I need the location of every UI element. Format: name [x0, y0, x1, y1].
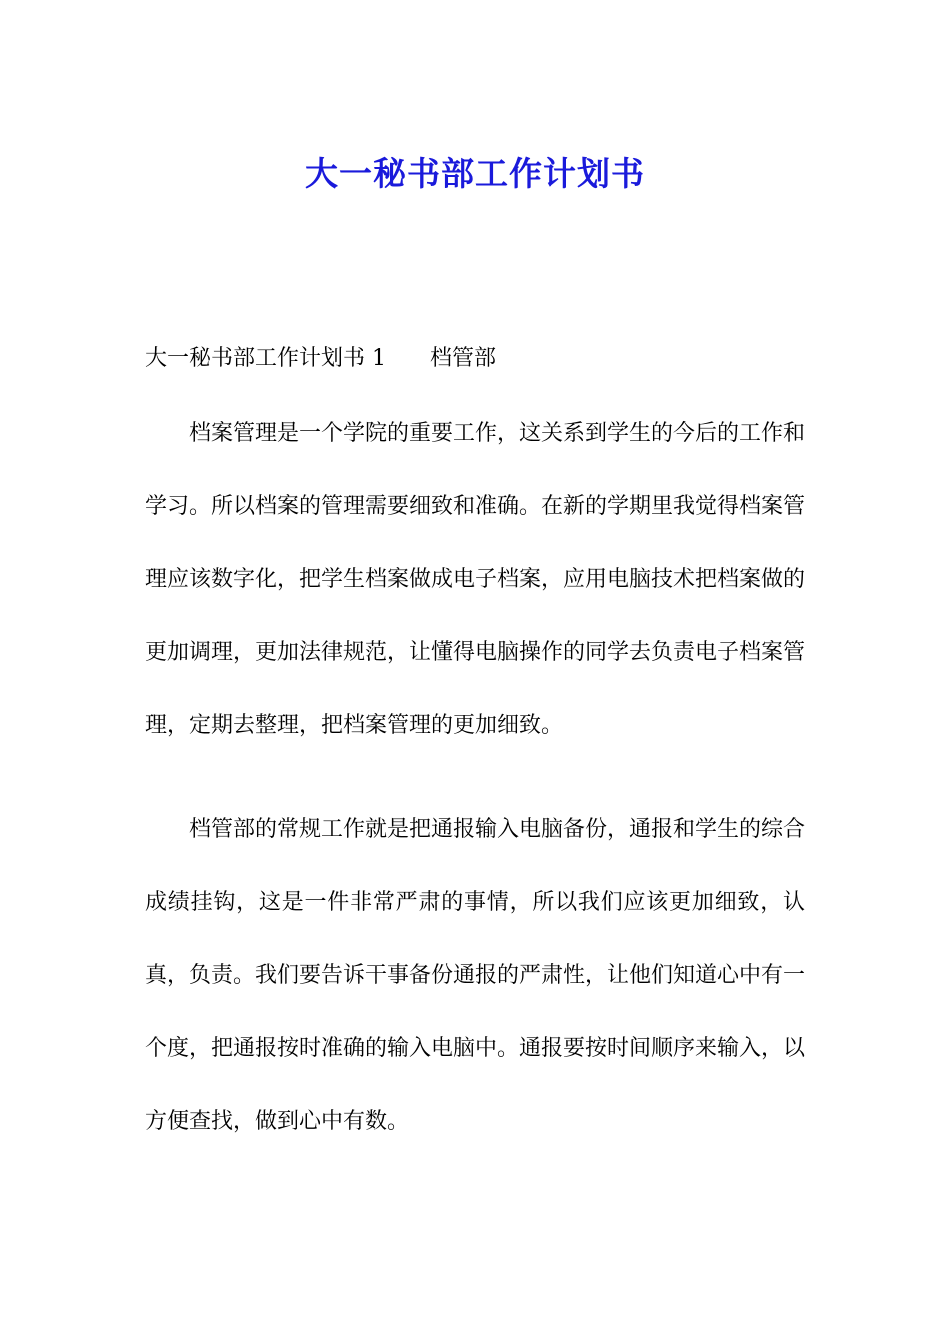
section-heading: 大一秘书部工作计划书 1 档管部 [145, 346, 496, 371]
document-title: 大一秘书部工作计划书 [305, 154, 645, 194]
paragraph-1: 档案管理是一个学院的重要工作，这关系到学生的今后的工作和学习。所以档案的管理需要细致和准确。在新的学期里我觉得档案管理应该数字化，把学生档案做成电子档案，应用电脑技术把档案做的更加调理，更加法律规范，让懂得电脑操作的同学去负责电子档案管理，定期去整理，把档案管理的更加细致。 [145, 421, 806, 738]
document-body [145, 338, 805, 1158]
paragraph-2: 档管部的常规工作就是把通报输入电脑备份，通报和学生的综合成绩挂钩，这是一件非常严肃的事情，所以我们应该更加细致，认真，负责。我们要告诉干事备份通报的严肃性，让他们知道心中有一个度，把通报按时准确的输入电脑中。通报要按时间顺序来输入，以方便查找，做到心中有数。 [145, 817, 806, 1134]
